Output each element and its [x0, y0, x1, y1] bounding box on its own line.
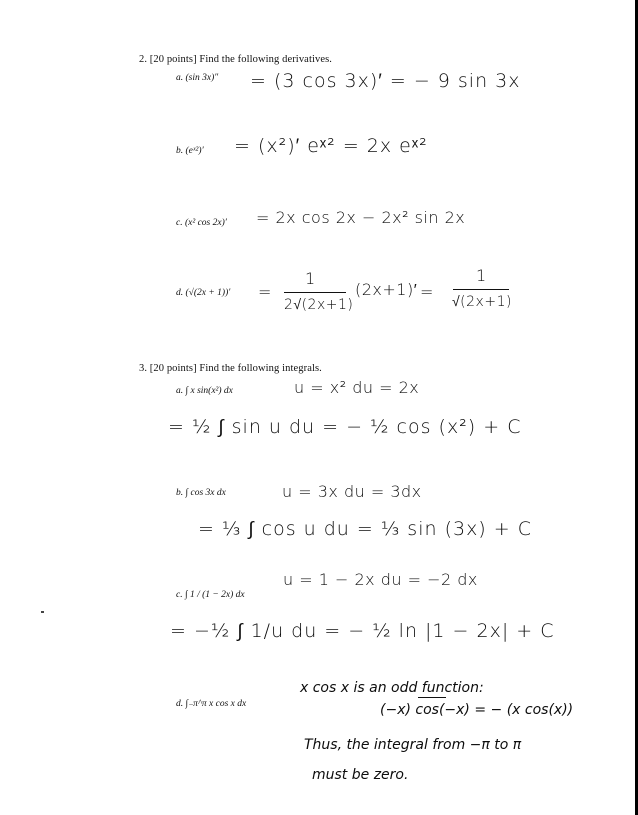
- problem-2d-frac1-denominator: 2√(2x+1): [284, 297, 354, 313]
- problem-3c-label: c. ∫ 1 / (1 − 2x) dx: [176, 590, 245, 600]
- problem-2a-label: a. (sin 3x)″: [176, 73, 219, 83]
- problem-2d-frac2-bar: [453, 289, 509, 290]
- problem-2d-label: d. (√(2x + 1))′: [176, 288, 231, 298]
- problem-2d-frac1-numerator: 1: [305, 269, 316, 288]
- problem-3c-work: = −½ ∫ 1/u du = − ½ ln |1 − 2x| + C: [170, 620, 555, 642]
- problem-2c-work: = 2x cos 2x − 2x² sin 2x: [256, 208, 466, 227]
- problem-2b-work: = (x²)′ eˣ² = 2x eˣ²: [234, 135, 428, 157]
- problem-2d-chain-factor: (2x+1)′: [355, 280, 418, 299]
- problem-3b-substitution: u = 3x du = 3dx: [282, 482, 422, 501]
- problem-2d-equals: =: [258, 282, 272, 301]
- problem-2c-label: c. (x² cos 2x)′: [176, 218, 227, 228]
- problem-3d-label: d. ∫₋π^π x cos x dx: [176, 699, 247, 709]
- problem-3d-underline: [418, 697, 446, 698]
- problem-3-header: 3. [20 points] Find the following integrals.: [139, 363, 322, 374]
- problem-2d-frac2-denominator: √(2x+1): [452, 294, 512, 310]
- problem-3d-line-1: x cos x is an odd function:: [300, 680, 484, 696]
- scan-speck: [41, 611, 44, 613]
- problem-3d-line-3: Thus, the integral from −π to π: [304, 737, 522, 753]
- problem-3a-substitution: u = x² du = 2x: [294, 378, 420, 397]
- problem-2d-equals-2: =: [420, 282, 434, 301]
- problem-2b-label: b. (eˣ²)′: [176, 146, 204, 156]
- problem-2d-frac1-bar: [284, 292, 346, 293]
- problem-2-header: 2. [20 points] Find the following derivatives.: [139, 54, 332, 65]
- problem-3b-work: = ⅓ ∫ cos u du = ⅓ sin (3x) + C: [198, 518, 532, 540]
- problem-3c-substitution: u = 1 − 2x du = −2 dx: [283, 570, 478, 589]
- problem-3d-line-2: (−x) cos(−x) = − (x cos(x)): [380, 702, 574, 718]
- problem-3b-label: b. ∫ cos 3x dx: [176, 488, 226, 498]
- problem-3a-work: = ½ ∫ sin u du = − ½ cos (x²) + C: [168, 416, 522, 438]
- problem-3d-line-4: must be zero.: [312, 767, 409, 783]
- problem-2d-frac2-numerator: 1: [476, 266, 487, 285]
- problem-3a-label: a. ∫ x sin(x²) dx: [176, 386, 233, 396]
- problem-2a-work: = (3 cos 3x)′ = − 9 sin 3x: [250, 70, 521, 92]
